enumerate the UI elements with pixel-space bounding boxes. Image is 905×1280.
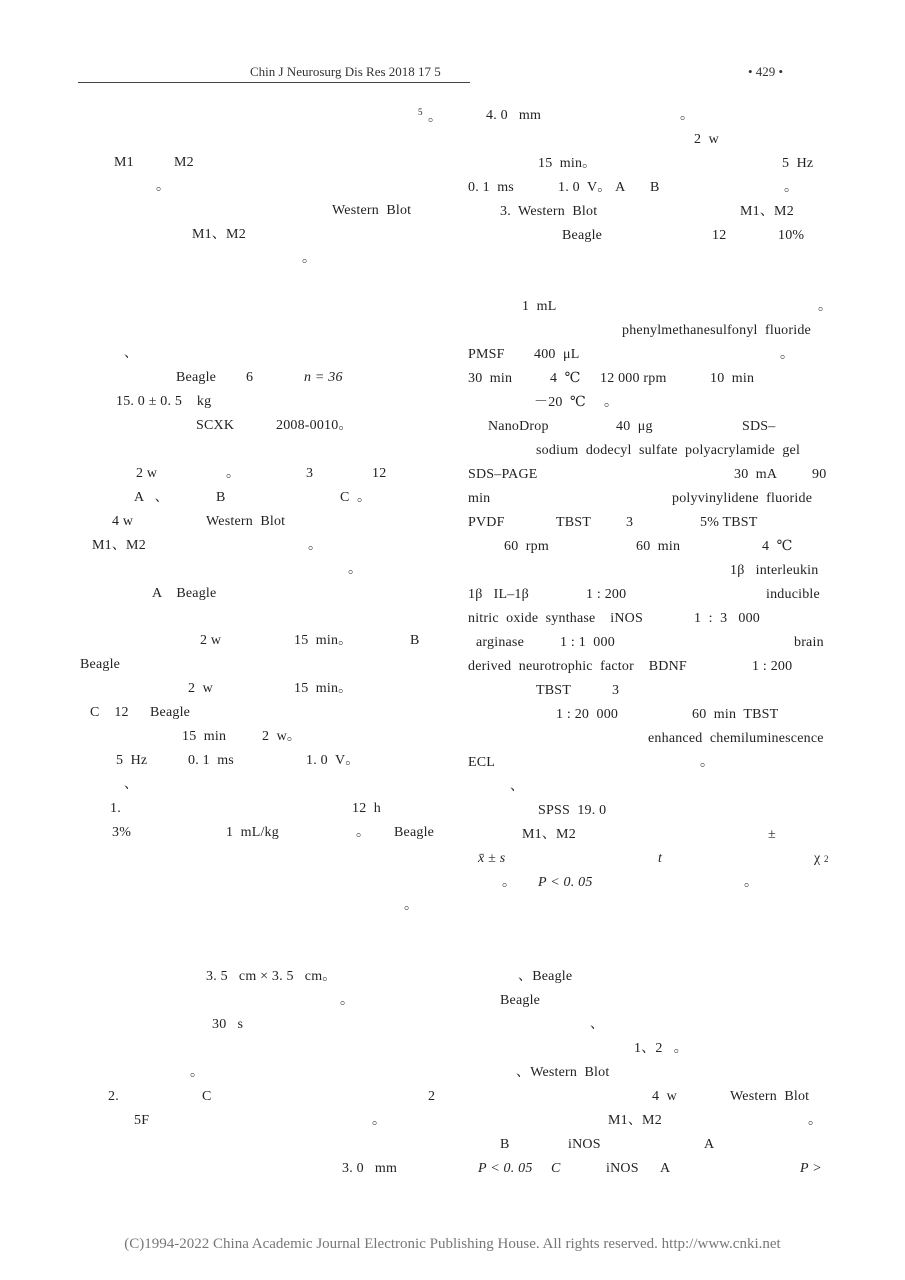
text-fragment: Beagle	[394, 825, 435, 840]
text-fragment: 3. 5 cm × 3. 5 cm。	[206, 969, 337, 984]
text-fragment: A 、	[134, 490, 169, 505]
text-fragment: 15 min。	[538, 156, 597, 171]
text-fragment: 。	[226, 466, 241, 481]
text-fragment: 15 min	[182, 729, 227, 744]
text-fragment: 、Western Blot	[516, 1065, 610, 1080]
text-fragment: 30 s	[212, 1017, 244, 1032]
text-fragment: Beagle	[176, 370, 217, 385]
text-fragment: 4 w	[652, 1089, 677, 1104]
text-fragment: 1.	[110, 801, 121, 816]
text-fragment: 15. 0 ± 0. 5 kg	[116, 394, 212, 409]
text-fragment: TBST	[536, 683, 572, 698]
text-fragment: enhanced chemiluminescence	[648, 731, 824, 746]
text-fragment: SPSS 19. 0	[538, 803, 607, 818]
text-fragment: 2 w。	[262, 729, 302, 744]
text-fragment: ECL	[468, 755, 496, 770]
sentence-end: 。	[428, 110, 443, 125]
text-fragment: polyvinylidene fluoride	[672, 491, 813, 506]
text-fragment: C 。	[340, 490, 372, 505]
text-fragment: 1. 0 V。	[306, 753, 360, 768]
text-fragment: 60 min	[636, 539, 681, 554]
text-fragment: P < 0. 05	[538, 875, 593, 890]
text-fragment: C	[202, 1089, 212, 1104]
text-fragment: 2 w	[188, 681, 213, 696]
text-fragment: iNOS	[606, 1161, 639, 1176]
text-fragment: 1β interleukin	[730, 563, 819, 578]
running-header: Chin J Neurosurg Dis Res 2018 17 5	[250, 64, 441, 79]
text-fragment: min	[468, 491, 491, 506]
text-fragment: 。	[784, 180, 799, 195]
text-fragment: brain	[794, 635, 824, 650]
text-fragment: 。	[356, 825, 371, 840]
text-fragment: 1 : 20 000	[556, 707, 619, 722]
text-fragment: x̄ ± s	[478, 851, 506, 866]
text-fragment: 3	[306, 466, 314, 481]
text-fragment: 400 μL	[534, 347, 580, 362]
text-fragment: 1 mL	[522, 299, 557, 314]
text-fragment: －20 ℃	[534, 395, 586, 410]
text-fragment: 。	[700, 755, 715, 770]
text-fragment: 。	[308, 538, 323, 553]
text-fragment: 15 min。	[294, 681, 353, 696]
text-fragment: 0. 1 ms	[468, 180, 514, 195]
text-fragment: B	[216, 490, 226, 505]
text-fragment: 。	[604, 395, 619, 410]
text-fragment: 2	[428, 1089, 436, 1104]
text-fragment: 4. 0 mm	[486, 108, 542, 123]
text-fragment: 。	[302, 251, 317, 266]
text-fragment: 、Beagle	[518, 969, 573, 984]
text-fragment: 、	[124, 346, 139, 361]
text-fragment: nitric oxide synthase iNOS	[468, 611, 643, 626]
text-fragment: Beagle	[150, 705, 191, 720]
text-fragment: 。	[680, 108, 695, 123]
text-fragment: 10 min	[710, 371, 755, 386]
text-fragment: 60 rpm	[504, 539, 549, 554]
text-fragment: 1 : 200	[752, 659, 793, 674]
text-fragment: derived neurotrophic factor BDNF	[468, 659, 687, 674]
text-fragment: M1、M2	[192, 227, 246, 242]
text-fragment: B	[410, 633, 420, 648]
text-fragment: inducible	[766, 587, 820, 602]
text-fragment: P < 0. 05 C	[478, 1161, 561, 1176]
text-fragment: 、	[590, 1017, 605, 1032]
text-fragment: 。	[156, 179, 171, 194]
text-fragment: 0. 1 ms	[188, 753, 234, 768]
text-fragment: 1、2 。	[634, 1041, 688, 1056]
text-fragment: TBST	[556, 515, 592, 530]
text-fragment: 。	[404, 898, 419, 913]
text-fragment: SCXK	[196, 418, 235, 433]
text-fragment: 4 w	[112, 514, 134, 529]
text-fragment: 3. 0 mm	[342, 1161, 398, 1176]
text-fragment: ±	[768, 827, 776, 842]
text-fragment: 1 : 200	[586, 587, 627, 602]
text-fragment: 1 mL/kg	[226, 825, 279, 840]
text-fragment: 1. 0 V。 A	[558, 180, 626, 195]
text-fragment: A	[704, 1137, 715, 1152]
text-fragment: 1 : 1 000	[560, 635, 615, 650]
text-fragment: B	[650, 180, 660, 195]
text-fragment: 5% TBST	[700, 515, 758, 530]
text-fragment: A Beagle	[152, 586, 217, 601]
text-fragment: 12	[372, 466, 387, 481]
text-fragment: phenylmethanesulfonyl fluoride	[622, 323, 811, 338]
text-fragment: M1、M2	[608, 1113, 662, 1128]
citation-superscript: 5	[418, 107, 423, 117]
text-fragment: 12 h	[352, 801, 381, 816]
text-fragment: iNOS	[568, 1137, 601, 1152]
text-fragment: sodium dodecyl sulfate polyacrylamide gel	[536, 443, 801, 458]
text-fragment: PMSF	[468, 347, 505, 362]
text-fragment: 15 min。	[294, 633, 353, 648]
text-fragment: C 12	[90, 705, 129, 720]
text-fragment: M1、M2	[92, 538, 146, 553]
text-fragment: 。	[744, 875, 759, 890]
text-fragment: P >	[800, 1161, 822, 1176]
text-fragment: 5 Hz	[782, 156, 814, 171]
text-fragment: 。	[340, 993, 355, 1008]
text-fragment: 1β IL–1β	[468, 587, 529, 602]
text-fragment: 2 w	[200, 633, 222, 648]
text-fragment: PVDF	[468, 515, 505, 530]
text-fragment: 。	[348, 562, 363, 577]
text-fragment: M1、M2	[522, 827, 576, 842]
text-fragment: 12 000 rpm	[600, 371, 667, 386]
text-fragment: 。	[502, 875, 517, 890]
text-fragment: 3. Western Blot	[500, 204, 598, 219]
page-number: • 429 •	[748, 64, 784, 79]
text-fragment: Beagle	[500, 993, 541, 1008]
text-fragment: Western Blot	[730, 1089, 810, 1104]
text-fragment: 2 w	[694, 132, 719, 147]
text-fragment: 2.	[108, 1089, 119, 1104]
text-fragment: M1	[114, 155, 134, 170]
text-fragment: arginase	[476, 635, 524, 650]
text-fragment: 。	[190, 1065, 205, 1080]
text-fragment: 2008-0010。	[276, 418, 353, 433]
text-fragment: 3	[626, 515, 634, 530]
text-fragment: 4 ℃	[762, 539, 793, 554]
text-fragment: M1、M2	[740, 204, 794, 219]
text-fragment: 6	[246, 370, 254, 385]
text-fragment: 3%	[112, 825, 132, 840]
text-fragment: 。	[780, 347, 795, 362]
text-fragment: 5F	[134, 1113, 150, 1128]
text-fragment: 60 min TBST	[692, 707, 779, 722]
text-fragment: 40 μg	[616, 419, 653, 434]
text-fragment: A	[660, 1161, 671, 1176]
text-fragment: NanoDrop	[488, 419, 549, 434]
text-fragment: 1 : 3 000	[694, 611, 760, 626]
text-fragment: n = 36	[304, 370, 343, 385]
copyright-footer: (C)1994-2022 China Academic Journal Electronic Publishing House. All rights reserved. http://www.cnki.net	[124, 1236, 781, 1252]
text-fragment: χ	[814, 851, 821, 866]
text-fragment: 3	[612, 683, 620, 698]
text-fragment: B	[500, 1137, 510, 1152]
text-fragment: 2 w	[136, 466, 158, 481]
text-fragment: 90	[812, 467, 827, 482]
text-fragment: Western Blot	[332, 203, 412, 218]
text-fragment: 。	[808, 1113, 823, 1128]
text-fragment: 。	[818, 299, 833, 314]
text-fragment: 。	[372, 1113, 387, 1128]
text-fragment: 30 mA	[734, 467, 778, 482]
text-fragment: M2	[174, 155, 194, 170]
text-fragment: t	[658, 851, 663, 866]
text-fragment: SDS–PAGE	[468, 467, 538, 482]
text-fragment: 、	[124, 777, 139, 792]
text-fragment: Western Blot	[206, 514, 286, 529]
text-fragment: 2	[824, 854, 829, 864]
text-fragment: 30 min	[468, 371, 513, 386]
text-fragment: 12	[712, 228, 727, 243]
text-fragment: SDS–	[742, 419, 776, 434]
text-fragment: Beagle	[80, 657, 121, 672]
text-fragment: 、	[510, 779, 525, 794]
text-fragment: 5 Hz	[116, 753, 148, 768]
header-rule	[78, 82, 470, 83]
text-fragment: 10%	[778, 228, 805, 243]
text-fragment: 4 ℃	[550, 371, 581, 386]
text-fragment: Beagle	[562, 228, 603, 243]
